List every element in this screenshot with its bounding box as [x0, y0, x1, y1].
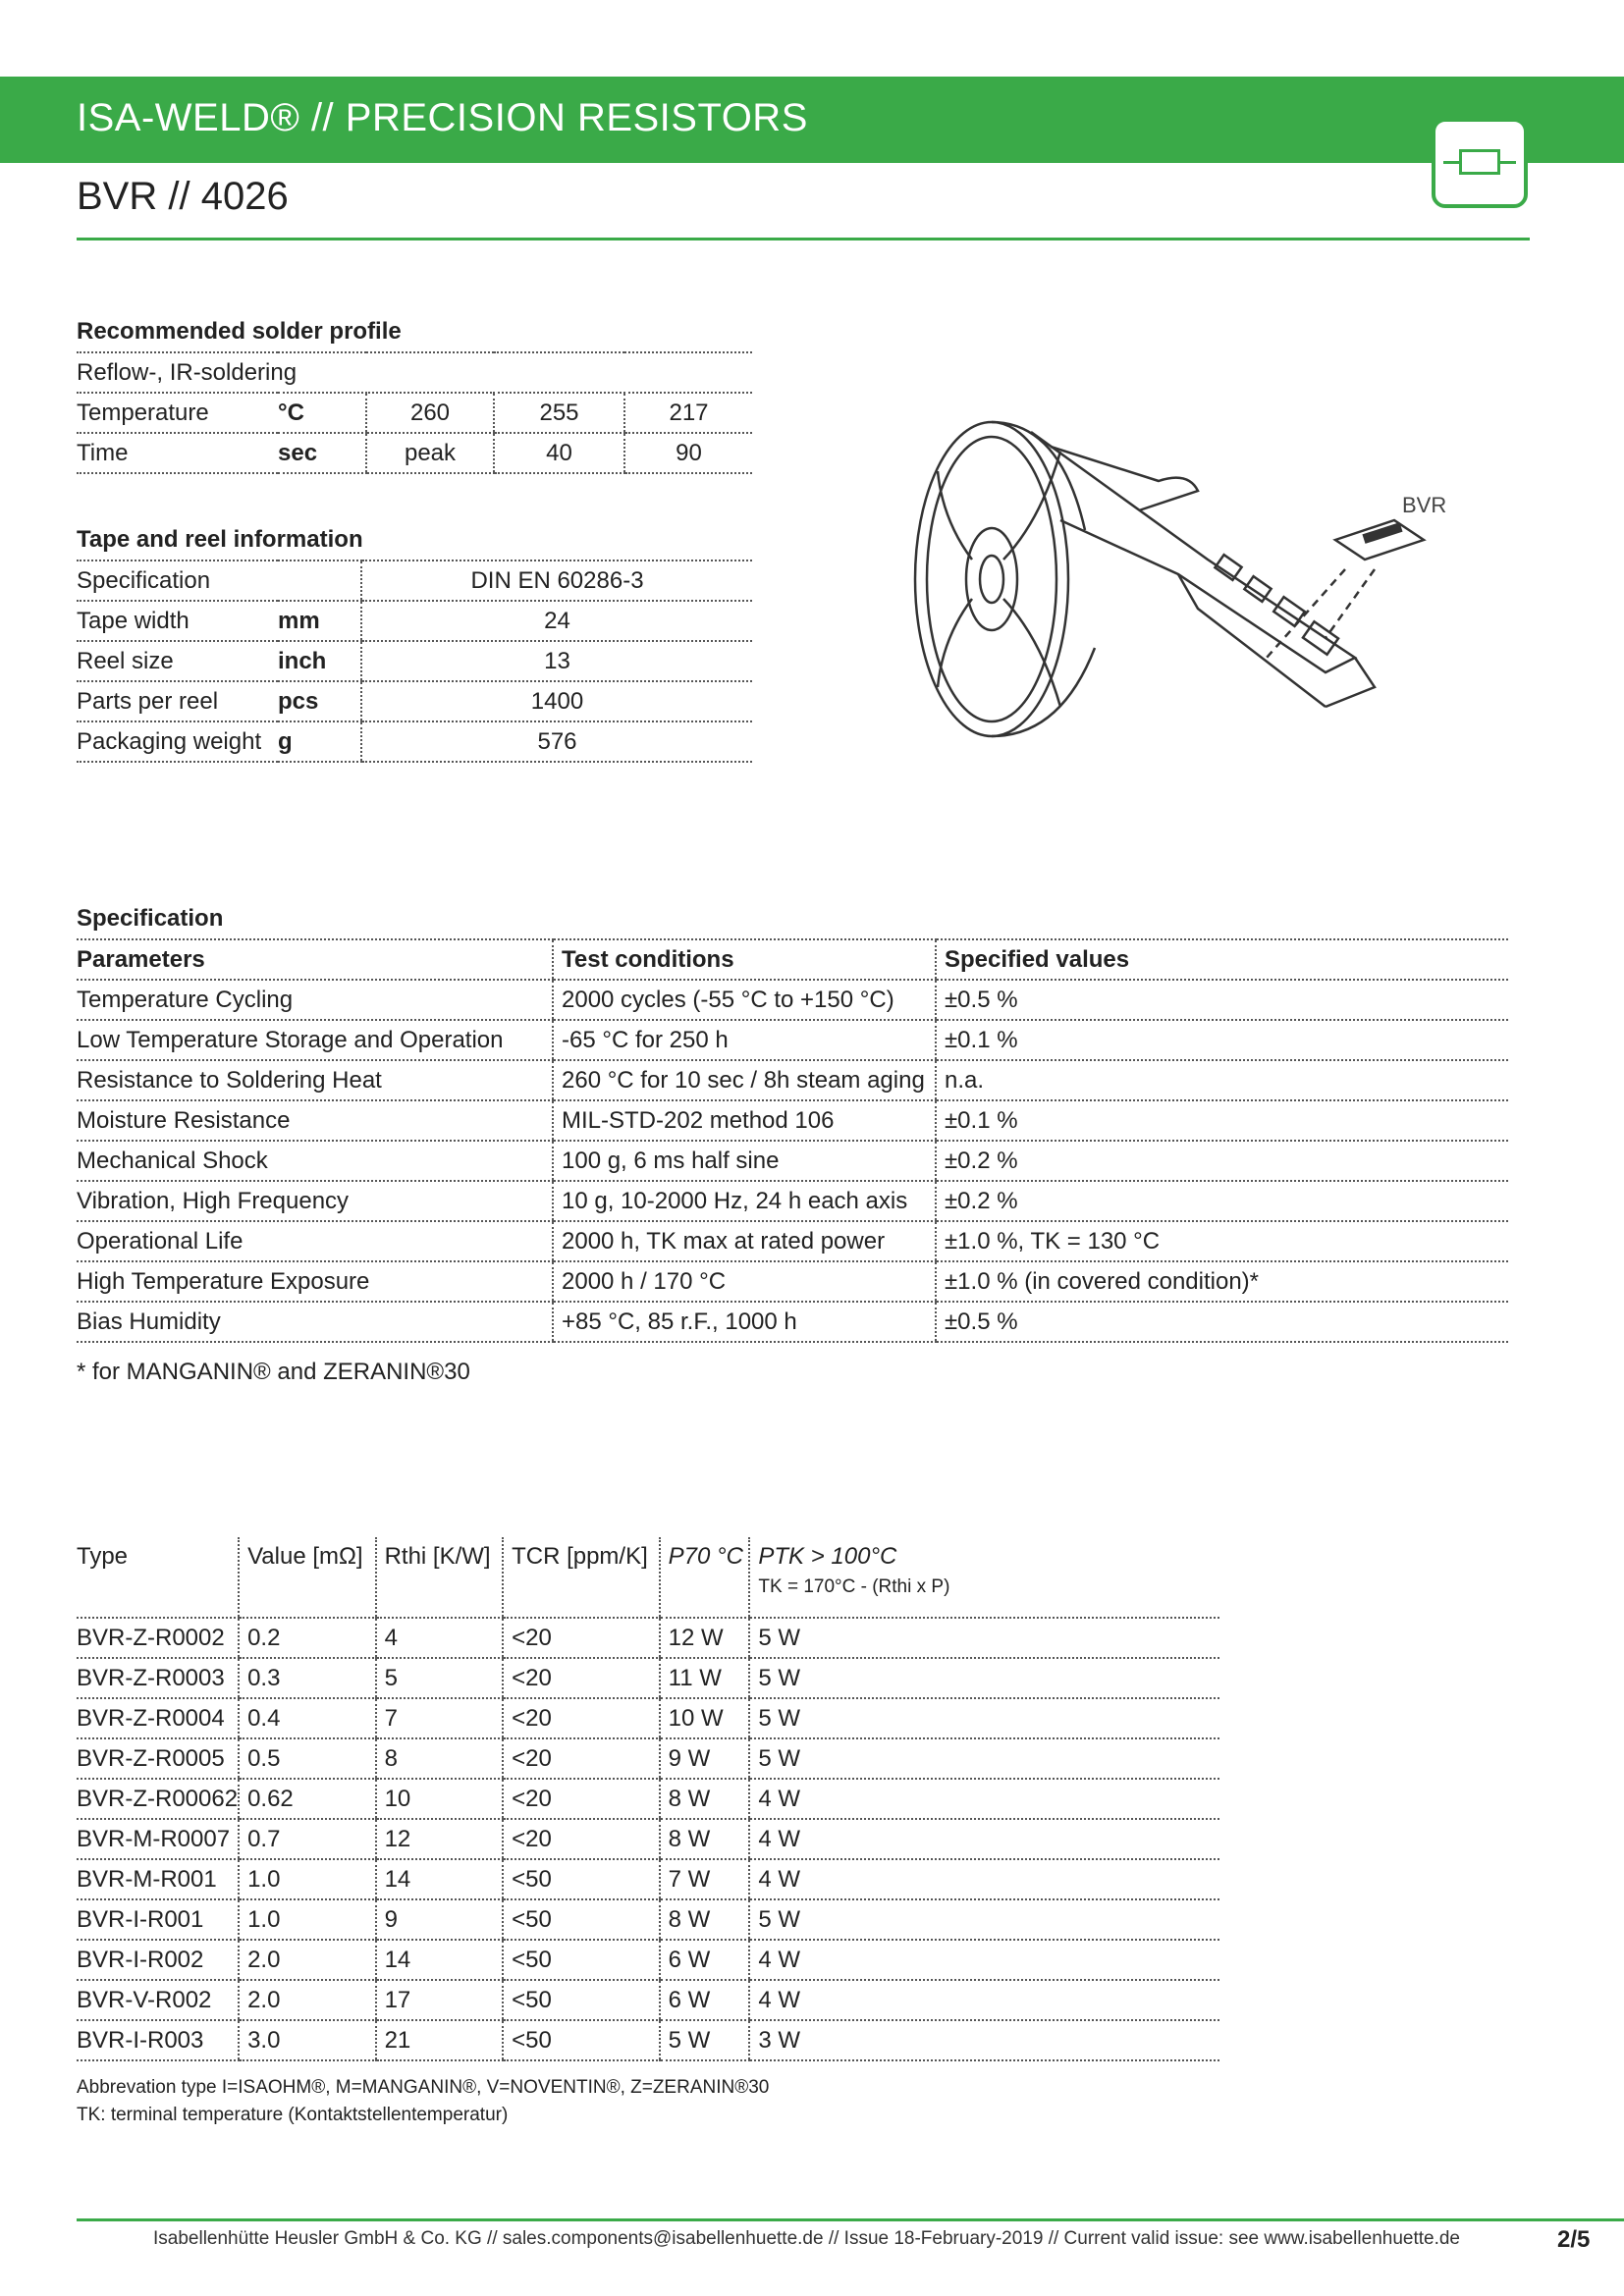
- table-row: [77, 1181, 1508, 1221]
- row-unit: [278, 561, 361, 601]
- table-cell: 255: [494, 393, 624, 433]
- page-title: ISA-WELD® // PRECISION RESISTORS: [77, 96, 808, 139]
- table-cell: 5: [376, 1658, 504, 1698]
- table-cell: 4 W: [749, 1859, 1219, 1899]
- table-cell: 4 W: [749, 1980, 1219, 2020]
- type-table: [77, 1537, 1219, 2061]
- table-cell: 10 g, 10-2000 Hz, 24 h each axis: [553, 1181, 936, 1221]
- table-cell: <20: [503, 1738, 660, 1779]
- row-label: Time: [77, 433, 278, 473]
- table-row: [77, 1302, 1508, 1342]
- table-row: [77, 601, 752, 641]
- table-cell: High Temperature Exposure: [77, 1261, 553, 1302]
- row-label: Tape width: [77, 601, 278, 641]
- table-cell: Low Temperature Storage and Operation: [77, 1020, 553, 1060]
- table-row: [77, 561, 752, 601]
- row-label: Reel size: [77, 641, 278, 681]
- table-cell: 5 W: [749, 1698, 1219, 1738]
- table-row: [77, 1141, 1508, 1181]
- table-cell: 576: [361, 721, 752, 762]
- table-cell: 4 W: [749, 1819, 1219, 1859]
- table-cell: 5 W: [749, 1618, 1219, 1658]
- table-row: [77, 1779, 1219, 1819]
- table-cell: BVR-M-R001: [77, 1859, 239, 1899]
- table-cell: MIL-STD-202 method 106: [553, 1100, 936, 1141]
- column-header: TCR [ppm/K]: [503, 1537, 660, 1618]
- column-header: Test conditions: [553, 939, 936, 980]
- row-unit: pcs: [278, 681, 361, 721]
- resistor-symbol-icon: [1432, 118, 1528, 208]
- table-cell: BVR-I-R001: [77, 1899, 239, 1940]
- table-cell: -65 °C for 250 h: [553, 1020, 936, 1060]
- table-row: [77, 1221, 1508, 1261]
- table-cell: 90: [624, 433, 752, 473]
- column-header: Value [mΩ]: [239, 1537, 376, 1618]
- table-cell: 11 W: [660, 1658, 750, 1698]
- tape-reel-table: [77, 560, 752, 763]
- footer-divider: [77, 2218, 1624, 2221]
- table-cell: <20: [503, 1618, 660, 1658]
- column-header-note: TK = 170°C - (Rthi x P): [758, 1576, 950, 1597]
- table-row: [77, 1261, 1508, 1302]
- specification-table: [77, 938, 1508, 1343]
- table-cell: <50: [503, 1940, 660, 1980]
- table-cell: 40: [494, 433, 624, 473]
- row-label: Parts per reel: [77, 681, 278, 721]
- table-cell: 9 W: [660, 1738, 750, 1779]
- table-row: [77, 1698, 1219, 1738]
- table-cell: peak: [366, 433, 494, 473]
- table-cell: 10 W: [660, 1698, 750, 1738]
- table-cell: Temperature Cycling: [77, 980, 553, 1020]
- table-cell: 0.2: [239, 1618, 376, 1658]
- table-cell: 6 W: [660, 1940, 750, 1980]
- table-cell: BVR-M-R0007: [77, 1819, 239, 1859]
- table-cell: 8 W: [660, 1779, 750, 1819]
- table-cell: 8 W: [660, 1819, 750, 1859]
- table-cell: 3.0: [239, 2020, 376, 2060]
- table-cell: BVR-I-R002: [77, 1940, 239, 1980]
- table-cell: 8 W: [660, 1899, 750, 1940]
- abbreviation-note: Abbrevation type I=ISAOHM®, M=MANGANIN®, V=NOVENTIN®, Z=ZERANIN®30: [77, 2077, 770, 2098]
- table-row: [77, 1819, 1219, 1859]
- table-cell: <20: [503, 1779, 660, 1819]
- table-row: [77, 1618, 1219, 1658]
- table-cell: 260: [366, 393, 494, 433]
- table-cell: 217: [624, 393, 752, 433]
- table-cell: 5 W: [749, 1658, 1219, 1698]
- column-header: Parameters: [77, 939, 553, 980]
- table-cell: 1400: [361, 681, 752, 721]
- column-header: Type: [77, 1537, 239, 1618]
- solder-profile-table: [77, 351, 752, 474]
- page-number: 2/5: [1557, 2226, 1591, 2253]
- table-row: [77, 1940, 1219, 1980]
- column-header: P70 °C: [660, 1537, 750, 1618]
- table-cell: 1.0: [239, 1899, 376, 1940]
- table-cell: 0.4: [239, 1698, 376, 1738]
- table-cell: 5 W: [749, 1899, 1219, 1940]
- table-cell: 7: [376, 1698, 504, 1738]
- table-cell: ±0.2 %: [936, 1141, 1508, 1181]
- table-cell: 5 W: [749, 1738, 1219, 1779]
- column-header: PTK > 100°C: [758, 1543, 897, 1570]
- table-cell: ±0.1 %: [936, 1100, 1508, 1141]
- table-cell: 260 °C for 10 sec / 8h steam aging: [553, 1060, 936, 1100]
- table-cell: 14: [376, 1859, 504, 1899]
- column-header: Rthi [K/W]: [376, 1537, 504, 1618]
- table-cell: ±0.2 %: [936, 1181, 1508, 1221]
- table-cell: Moisture Resistance: [77, 1100, 553, 1141]
- table-cell: <50: [503, 1899, 660, 1940]
- table-cell: <50: [503, 1859, 660, 1899]
- tape-reel-title: Tape and reel information: [77, 526, 363, 553]
- product-subtitle: BVR // 4026: [77, 175, 289, 218]
- table-cell: BVR-Z-R0002: [77, 1618, 239, 1658]
- table-cell: BVR-Z-R0004: [77, 1698, 239, 1738]
- row-unit: g: [278, 721, 361, 762]
- row-label: Packaging weight: [77, 721, 278, 762]
- header-divider: [77, 238, 1530, 240]
- table-cell: 2000 h, TK max at rated power: [553, 1221, 936, 1261]
- table-cell: BVR-Z-R0005: [77, 1738, 239, 1779]
- table-row: [77, 980, 1508, 1020]
- table-row: [77, 1899, 1219, 1940]
- specification-footnote: * for MANGANIN® and ZERANIN®30: [77, 1359, 470, 1385]
- table-cell: 10: [376, 1779, 504, 1819]
- tape-reel-illustration: [913, 412, 1463, 746]
- column-header-group: [749, 1537, 1219, 1618]
- table-header-row: [77, 939, 1508, 980]
- table-cell: Vibration, High Frequency: [77, 1181, 553, 1221]
- table-cell: 2000 cycles (-55 °C to +150 °C): [553, 980, 936, 1020]
- table-cell: 13: [361, 641, 752, 681]
- table-cell: 0.62: [239, 1779, 376, 1819]
- table-cell: <20: [503, 1698, 660, 1738]
- table-cell: BVR-Z-R00062: [77, 1779, 239, 1819]
- table-cell: <50: [503, 1980, 660, 2020]
- table-header-row: [77, 1537, 1219, 1618]
- table-cell: ±0.5 %: [936, 980, 1508, 1020]
- table-row: [77, 681, 752, 721]
- table-row: [77, 1980, 1219, 2020]
- row-label: Temperature: [77, 393, 278, 433]
- solder-profile-title: Recommended solder profile: [77, 318, 402, 345]
- table-cell: 0.7: [239, 1819, 376, 1859]
- table-cell: 4: [376, 1618, 504, 1658]
- table-row: [77, 1100, 1508, 1141]
- solder-method: Reflow-, IR-soldering: [77, 352, 752, 393]
- table-row: [77, 721, 752, 762]
- table-cell: 12: [376, 1819, 504, 1859]
- row-unit: mm: [278, 601, 361, 641]
- table-row: [77, 1859, 1219, 1899]
- table-cell: 4 W: [749, 1779, 1219, 1819]
- row-label: Specification: [77, 561, 278, 601]
- table-cell: 8: [376, 1738, 504, 1779]
- table-cell: 9: [376, 1899, 504, 1940]
- table-row: [77, 2020, 1219, 2060]
- table-row: [77, 433, 752, 473]
- table-cell: <20: [503, 1819, 660, 1859]
- illustration-label: BVR: [1402, 493, 1447, 517]
- table-cell: 1.0: [239, 1859, 376, 1899]
- table-cell: 100 g, 6 ms half sine: [553, 1141, 936, 1181]
- table-cell: 2.0: [239, 1940, 376, 1980]
- table-cell: Bias Humidity: [77, 1302, 553, 1342]
- table-cell: 0.3: [239, 1658, 376, 1698]
- table-cell: 17: [376, 1980, 504, 2020]
- column-header: Specified values: [936, 939, 1508, 980]
- table-cell: +85 °C, 85 r.F., 1000 h: [553, 1302, 936, 1342]
- table-cell: 12 W: [660, 1618, 750, 1658]
- table-cell: Operational Life: [77, 1221, 553, 1261]
- table-row: [77, 1658, 1219, 1698]
- table-cell: ±1.0 % (in covered condition)*: [936, 1261, 1508, 1302]
- table-cell: 0.5: [239, 1738, 376, 1779]
- table-cell: <50: [503, 2020, 660, 2060]
- table-cell: Resistance to Soldering Heat: [77, 1060, 553, 1100]
- table-cell: 21: [376, 2020, 504, 2060]
- row-unit: sec: [278, 433, 366, 473]
- table-cell: 6 W: [660, 1980, 750, 2020]
- table-cell: n.a.: [936, 1060, 1508, 1100]
- table-cell: Mechanical Shock: [77, 1141, 553, 1181]
- table-cell: ±0.5 %: [936, 1302, 1508, 1342]
- terminal-temperature-note: TK: terminal temperature (Kontaktstellentemperatur): [77, 2105, 509, 2125]
- table-cell: 4 W: [749, 1940, 1219, 1980]
- row-unit: °C: [278, 393, 366, 433]
- table-row: [77, 641, 752, 681]
- table-cell: 5 W: [660, 2020, 750, 2060]
- table-cell: ±0.1 %: [936, 1020, 1508, 1060]
- table-cell: 3 W: [749, 2020, 1219, 2060]
- table-cell: 24: [361, 601, 752, 641]
- row-unit: inch: [278, 641, 361, 681]
- table-cell: <20: [503, 1658, 660, 1698]
- table-row: [77, 352, 752, 393]
- table-cell: 7 W: [660, 1859, 750, 1899]
- footer-text: Isabellenhütte Heusler GmbH & Co. KG // sales.components@isabellenhuette.de // Issue 18-February-2019 // Current valid issue: see www.isabellenhuette.de: [153, 2228, 1460, 2249]
- table-cell: 2000 h / 170 °C: [553, 1261, 936, 1302]
- table-row: [77, 1738, 1219, 1779]
- table-cell: 2.0: [239, 1980, 376, 2020]
- table-cell: ±1.0 %, TK = 130 °C: [936, 1221, 1508, 1261]
- table-row: [77, 1020, 1508, 1060]
- table-row: [77, 1060, 1508, 1100]
- table-row: [77, 393, 752, 433]
- table-cell: BVR-I-R003: [77, 2020, 239, 2060]
- table-cell: BVR-Z-R0003: [77, 1658, 239, 1698]
- table-cell: 14: [376, 1940, 504, 1980]
- specification-title: Specification: [77, 905, 224, 932]
- table-cell: BVR-V-R002: [77, 1980, 239, 2020]
- table-cell: DIN EN 60286-3: [361, 561, 752, 601]
